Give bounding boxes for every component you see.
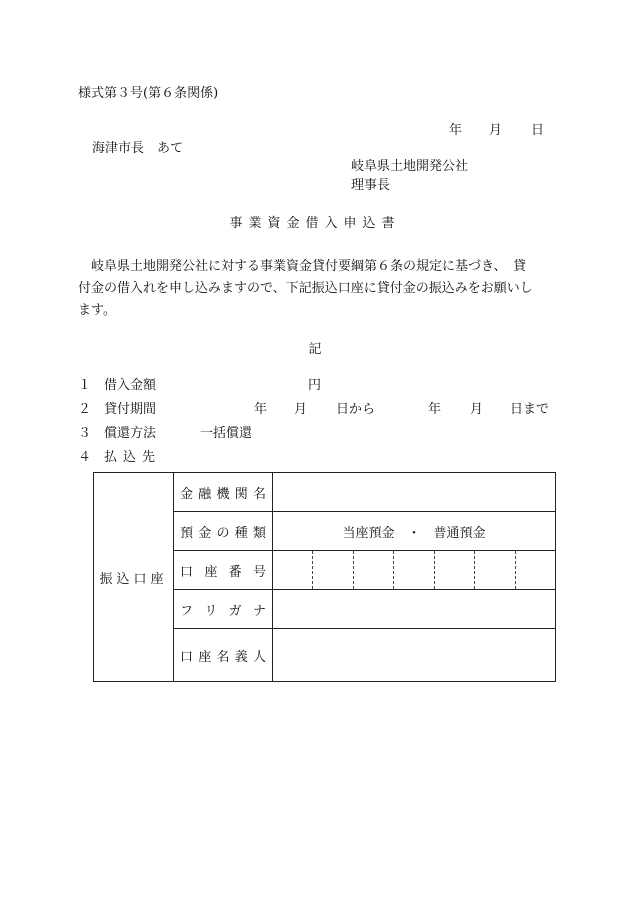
date-day-label: 日 [531,123,545,138]
label-char: 名 [216,649,230,665]
digit-box[interactable] [434,551,474,589]
document-title: 事業資金借入申込書 [229,216,401,231]
item-label: 払込先 [104,450,162,465]
digit-box[interactable] [393,551,433,589]
period-end-day: 日まで [510,402,550,417]
body-line-3: ます。 [78,303,116,318]
label-char: フ [180,603,194,619]
digit-box[interactable] [312,551,352,589]
yen-unit: 円 [308,378,322,393]
label-char: 号 [252,564,266,580]
label-char: リ [204,603,218,619]
label-char: 類 [252,525,266,541]
digit-box[interactable] [353,551,393,589]
bank-name-label [180,483,272,502]
item-label: 償還方法 [104,426,157,441]
label-char: 口 [180,649,194,665]
label-char: ナ [252,603,266,619]
label-char: 機 [216,486,230,502]
side-label: 振込口座 [94,473,174,682]
label-char: 人 [252,649,266,665]
date-month-label: 月 [489,123,503,138]
item-label: 貸付期間 [104,402,157,417]
item-number: ４ [78,450,92,465]
label-char: 義 [234,649,248,665]
sender-org: 岐阜県土地開発公社 [351,159,469,174]
deposit-type-field[interactable]: 当座預金 ・ 普通預金 [273,512,556,551]
label-char: 口 [180,564,194,580]
furigana-field[interactable] [273,590,556,629]
item-payee [78,450,558,466]
form-number: 様式第３号(第６条関係) [78,86,219,101]
sender-title: 理事長 [351,178,391,193]
label-char: 種 [234,525,248,541]
account-holder-field[interactable] [273,629,556,682]
label-char: 座 [204,564,218,580]
period-start-day: 日から [336,402,376,417]
digit-box[interactable] [474,551,514,589]
label-char: ガ [228,603,242,619]
table-row [94,473,556,512]
furigana-label [180,600,272,619]
label-char: 関 [234,486,248,502]
period-start-month: 月 [294,402,308,417]
period-end-month: 月 [470,402,484,417]
account-number-label [180,561,272,580]
row-label-deposit-type [174,512,273,551]
row-label-furigana [174,590,273,629]
label-char: 名 [252,486,266,502]
item-label: 借入金額 [104,378,157,393]
label-char: 座 [198,649,212,665]
item-number: ３ [78,426,92,441]
item-loan-period [78,402,558,418]
period-start-year: 年 [254,402,268,417]
label-char: 融 [198,486,212,502]
digit-box[interactable] [273,551,312,589]
label-char: 番 [228,564,242,580]
label-char: の [216,525,230,541]
label-char: 金 [180,486,194,502]
row-label-bank [174,473,273,512]
repayment-value: 一括償還 [200,426,253,441]
label-char: 預 [180,525,194,541]
recipient: 海津市長 あて [92,141,184,156]
account-table [93,472,556,682]
account-holder-label [180,646,272,665]
ki-heading: 記 [308,342,322,357]
account-digit-boxes [273,551,555,589]
date-year-label: 年 [449,123,463,138]
digit-box[interactable] [515,551,555,589]
deposit-type-label [180,522,272,541]
bank-name-field[interactable] [273,473,556,512]
row-label-account-holder [174,629,273,682]
body-line-2: 付金の借入れを申し込みますので、下記振込口座に貸付金の振込みをお願いし [78,281,533,296]
body-paragraph [78,256,558,322]
body-line-1: 岐阜県土地開発公社に対する事業資金貸付要綱第６条の規定に基づき、 貸 [91,259,526,274]
period-end-year: 年 [428,402,442,417]
item-number: １ [78,378,92,393]
account-number-field[interactable] [273,551,556,590]
item-number: ２ [78,402,92,417]
item-repayment-method [78,426,558,442]
label-char: 金 [198,525,212,541]
item-loan-amount [78,378,558,394]
row-label-account-number [174,551,273,590]
